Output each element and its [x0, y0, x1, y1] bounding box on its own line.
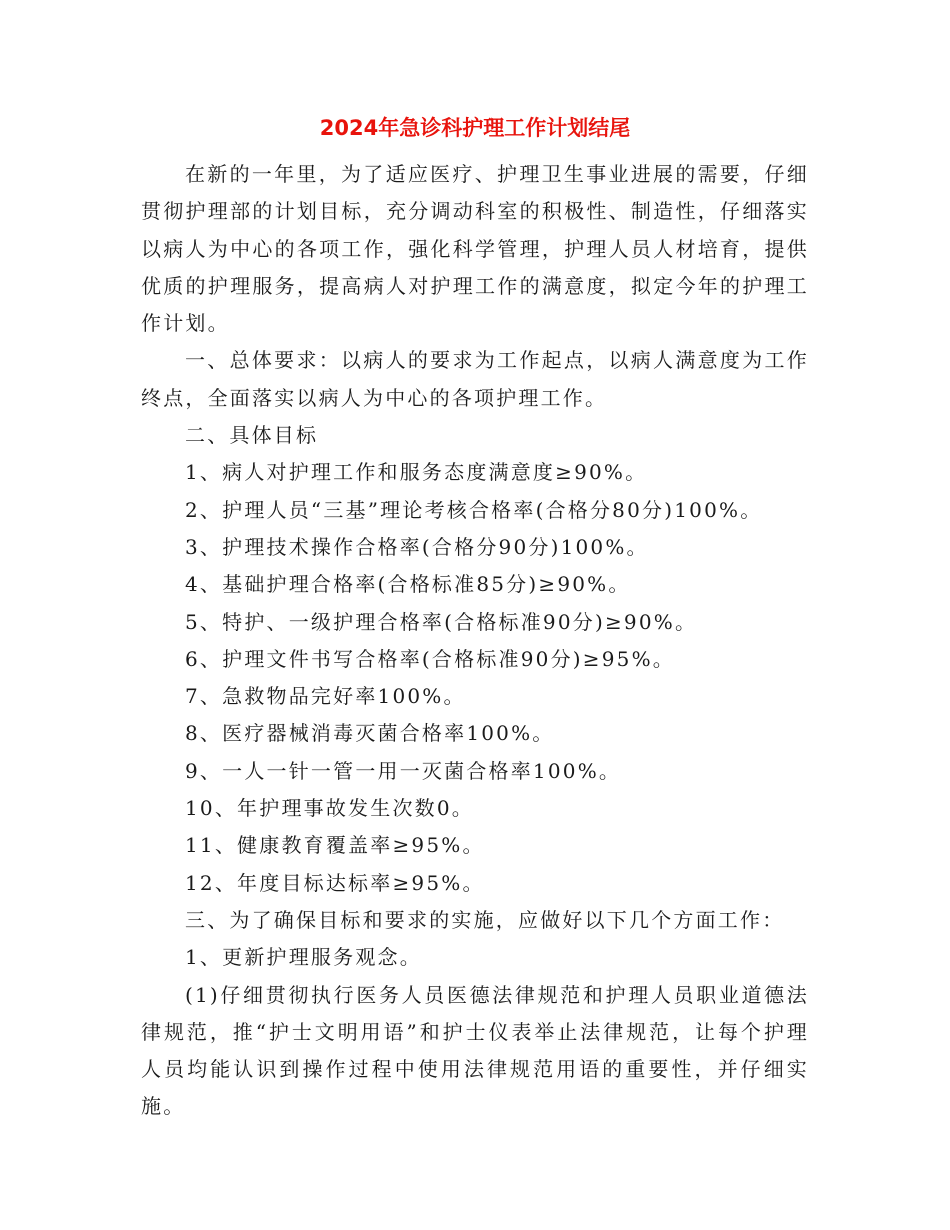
goal-item: 3、护理技术操作合格率(合格分90分)100%。 — [185, 534, 649, 559]
goal-item: 7、急救物品完好率100%。 — [185, 684, 466, 709]
paragraph-service-standards: (1)仔细贯彻执行医务人员医德法律规范和护理人员职业道德法律规范，推“护士文明用语”和护士仪表举止法律规范，让每个护理人员均能认识到操作过程中使用法律规范用语的重要性，并仔细实施。 — [141, 982, 809, 1119]
paragraph-general-requirements: 一、总体要求：以病人的要求为工作起点，以病人满意度为工作终点，全面落实以病人为中心的各项护理工作。 — [141, 348, 809, 410]
goal-item: 8、医疗器械消毒灭菌合格率100%。 — [185, 721, 555, 746]
document-body — [141, 156, 809, 1126]
document-title: 2024年急诊科护理工作计划结尾 — [319, 116, 631, 140]
paragraph-intro: 在新的一年里，为了适应医疗、护理卫生事业进展的需要，仔细贯彻护理部的计划目标，充分调动科室的积极性、制造性，仔细落实以病人为中心的各项工作，强化科学管理，护理人员人材培育，提供优质的护理服务，提高病人对护理工作的满意度，拟定今年的护理工作计划。 — [141, 162, 809, 336]
goal-item: 10、年护理事故发生次数0。 — [185, 796, 474, 821]
goal-item: 5、特护、一级护理合格率(合格标准90分)≥90%。 — [185, 609, 698, 634]
goal-item: 1、病人对护理工作和服务态度满意度≥90%。 — [185, 460, 648, 485]
section-heading-implementation: 三、为了确保目标和要求的实施，应做好以下几个方面工作： — [185, 907, 785, 932]
goal-item: 6、护理文件书写合格率(合格标准90分)≥95%。 — [185, 646, 675, 671]
goal-item: 4、基础护理合格率(合格标准85分)≥90%。 — [185, 572, 631, 597]
goal-item: 12、年度目标达标率≥95%。 — [185, 870, 485, 895]
goal-item: 11、健康教育覆盖率≥95%。 — [185, 833, 485, 858]
section-heading-goals: 二、具体目标 — [185, 423, 319, 448]
goal-item: 9、一人一针一管一用一灭菌合格率100%。 — [185, 758, 622, 783]
goal-item: 2、护理人员“三基”理论考核合格率(合格分80分)100%。 — [185, 497, 763, 522]
subsection-heading: 1、更新护理服务观念。 — [185, 945, 422, 970]
